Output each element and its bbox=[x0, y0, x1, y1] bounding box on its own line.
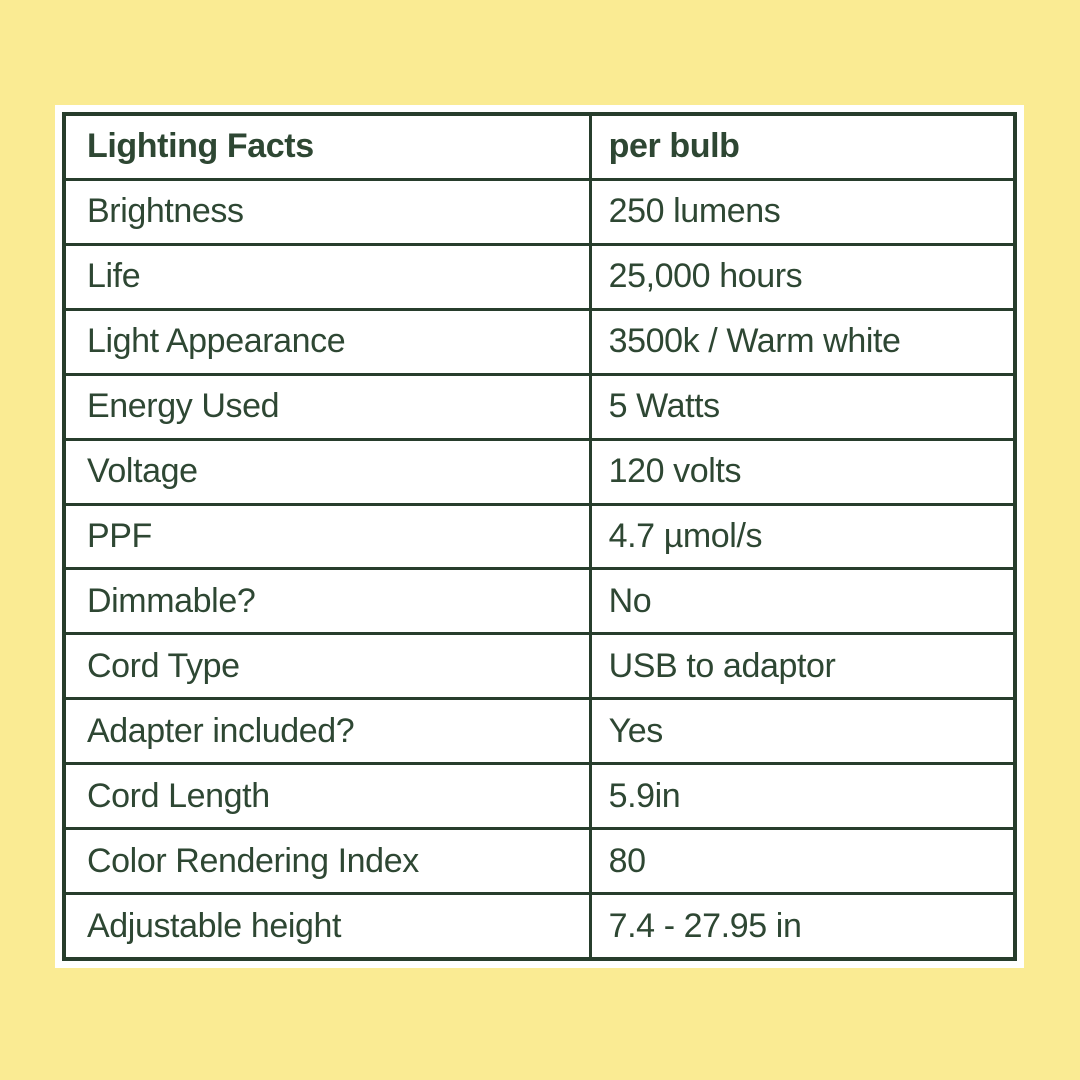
lighting-facts-table bbox=[55, 105, 1024, 968]
row-label: Cord Type bbox=[66, 635, 592, 697]
row-label: Color Rendering Index bbox=[66, 830, 592, 892]
table-row bbox=[66, 246, 1013, 311]
table-row bbox=[66, 700, 1013, 765]
table-row bbox=[66, 570, 1013, 635]
row-value: 3500k / Warm white bbox=[608, 322, 901, 361]
row-value: 5 Watts bbox=[608, 387, 720, 426]
row-label: Adapter included? bbox=[66, 700, 592, 762]
table-header-label: Lighting Facts bbox=[66, 116, 592, 178]
row-label: Dimmable? bbox=[66, 570, 592, 632]
table-body bbox=[62, 112, 1017, 961]
table-row bbox=[66, 830, 1013, 895]
row-label: Energy Used bbox=[66, 376, 592, 438]
row-value: USB to adaptor bbox=[608, 646, 836, 685]
row-label: Adjustable height bbox=[66, 895, 592, 957]
table-row bbox=[66, 765, 1013, 830]
row-value: 7.4 - 27.95 in bbox=[608, 906, 802, 945]
row-value: 120 volts bbox=[608, 452, 742, 491]
table-header-row bbox=[66, 116, 1013, 181]
row-label: Brightness bbox=[66, 181, 592, 243]
table-row bbox=[66, 895, 1013, 957]
table-row bbox=[66, 311, 1013, 376]
table-row bbox=[66, 506, 1013, 571]
row-value: 5.9in bbox=[608, 776, 681, 815]
row-value: 250 lumens bbox=[608, 192, 781, 231]
row-label: Voltage bbox=[66, 441, 592, 503]
table-row bbox=[66, 441, 1013, 506]
table-row bbox=[66, 181, 1013, 246]
row-label: Cord Length bbox=[66, 765, 592, 827]
row-label: Life bbox=[66, 246, 592, 308]
row-value: 4.7 µmol/s bbox=[608, 516, 763, 555]
row-value: 80 bbox=[608, 841, 646, 880]
row-value: 25,000 hours bbox=[608, 257, 803, 296]
table-row bbox=[66, 376, 1013, 441]
table-header-value: per bulb bbox=[608, 127, 740, 166]
row-label: PPF bbox=[66, 506, 592, 568]
row-value: Yes bbox=[608, 711, 663, 750]
row-label: Light Appearance bbox=[66, 311, 592, 373]
row-value: No bbox=[608, 581, 652, 620]
table-row bbox=[66, 635, 1013, 700]
